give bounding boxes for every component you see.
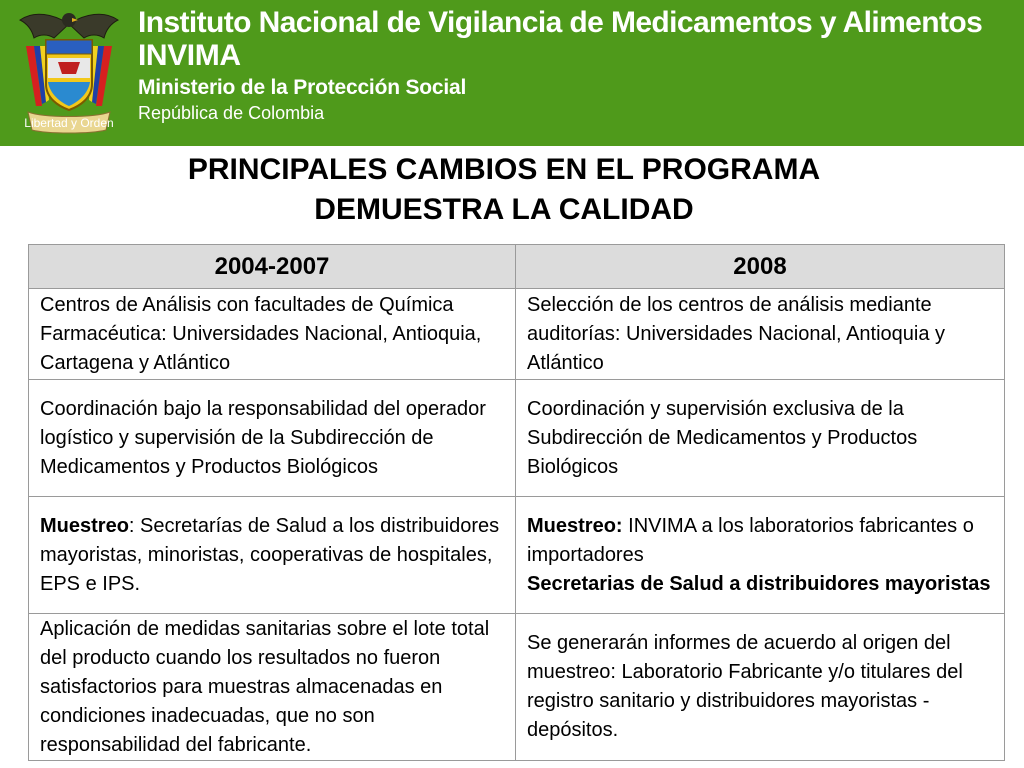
cell-2008: Coordinación y supervisión exclusiva de la Subdirección de Medicamentos y Productos Biológicos	[516, 380, 1005, 497]
muestreo-label: Muestreo:	[527, 514, 623, 537]
ministry-name: Ministerio de la Protección Social	[138, 76, 467, 99]
column-header-2008: 2008	[516, 245, 1005, 289]
institute-acronym: INVIMA	[138, 39, 241, 72]
muestreo-text: : Secretarías de Salud a los distribuidores mayoristas, minoristas, cooperativas de hospitales, EPS e IPS.	[40, 514, 500, 595]
column-header-2004-2007: 2004-2007	[29, 245, 516, 289]
cell-2004-2007	[29, 497, 516, 614]
table-header-row	[29, 245, 1005, 289]
slide-title	[0, 150, 1008, 230]
cell-2008	[516, 497, 1005, 614]
table-row	[29, 497, 1005, 614]
header-text	[138, 6, 982, 124]
cell-2004-2007: Centros de Análisis con facultades de Química Farmacéutica: Universidades Nacional, Antioquia, Cartagena y Atlántico	[29, 289, 516, 380]
secretarias-text: Secretarias de Salud a distribuidores mayoristas	[527, 572, 991, 595]
country-name: República de Colombia	[138, 103, 325, 123]
header-band	[0, 0, 1024, 146]
muestreo-label: Muestreo	[40, 514, 129, 537]
table-row	[29, 380, 1005, 497]
crest-motto: Libertad y Orden	[24, 116, 114, 130]
slide-title-line2: DEMUESTRA LA CALIDAD	[314, 193, 694, 226]
cell-2008: Selección de los centros de análisis mediante auditorías: Universidades Nacional, Antioquia y Atlántico	[516, 289, 1005, 380]
cell-2004-2007: Coordinación bajo la responsabilidad del operador logístico y supervisión de la Subdirección de Medicamentos y Productos Biológicos	[29, 380, 516, 497]
comparison-table	[28, 244, 1005, 761]
muestreo-text: INVIMA a los laboratorios fabricantes o importadores	[527, 514, 974, 566]
table-row	[29, 614, 1005, 761]
slide-title-line1: PRINCIPALES CAMBIOS EN EL PROGRAMA	[187, 153, 821, 186]
cell-2004-2007: Aplicación de medidas sanitarias sobre el lote total del producto cuando los resultados no fueron satisfactorios para muestras almacenadas en condiciones inadecuadas, que no son responsabilidad del fabricante.	[29, 614, 516, 761]
institute-name: Instituto Nacional de Vigilancia de Medicamentos y Alimentos	[138, 6, 983, 39]
cell-2008: Se generarán informes de acuerdo al origen del muestreo: Laboratorio Fabricante y/o titulares del registro sanitario y distribuidores mayoristas - depósitos.	[516, 614, 1005, 761]
colombia-coat-of-arms-icon	[14, 6, 124, 140]
table-row	[29, 289, 1005, 380]
